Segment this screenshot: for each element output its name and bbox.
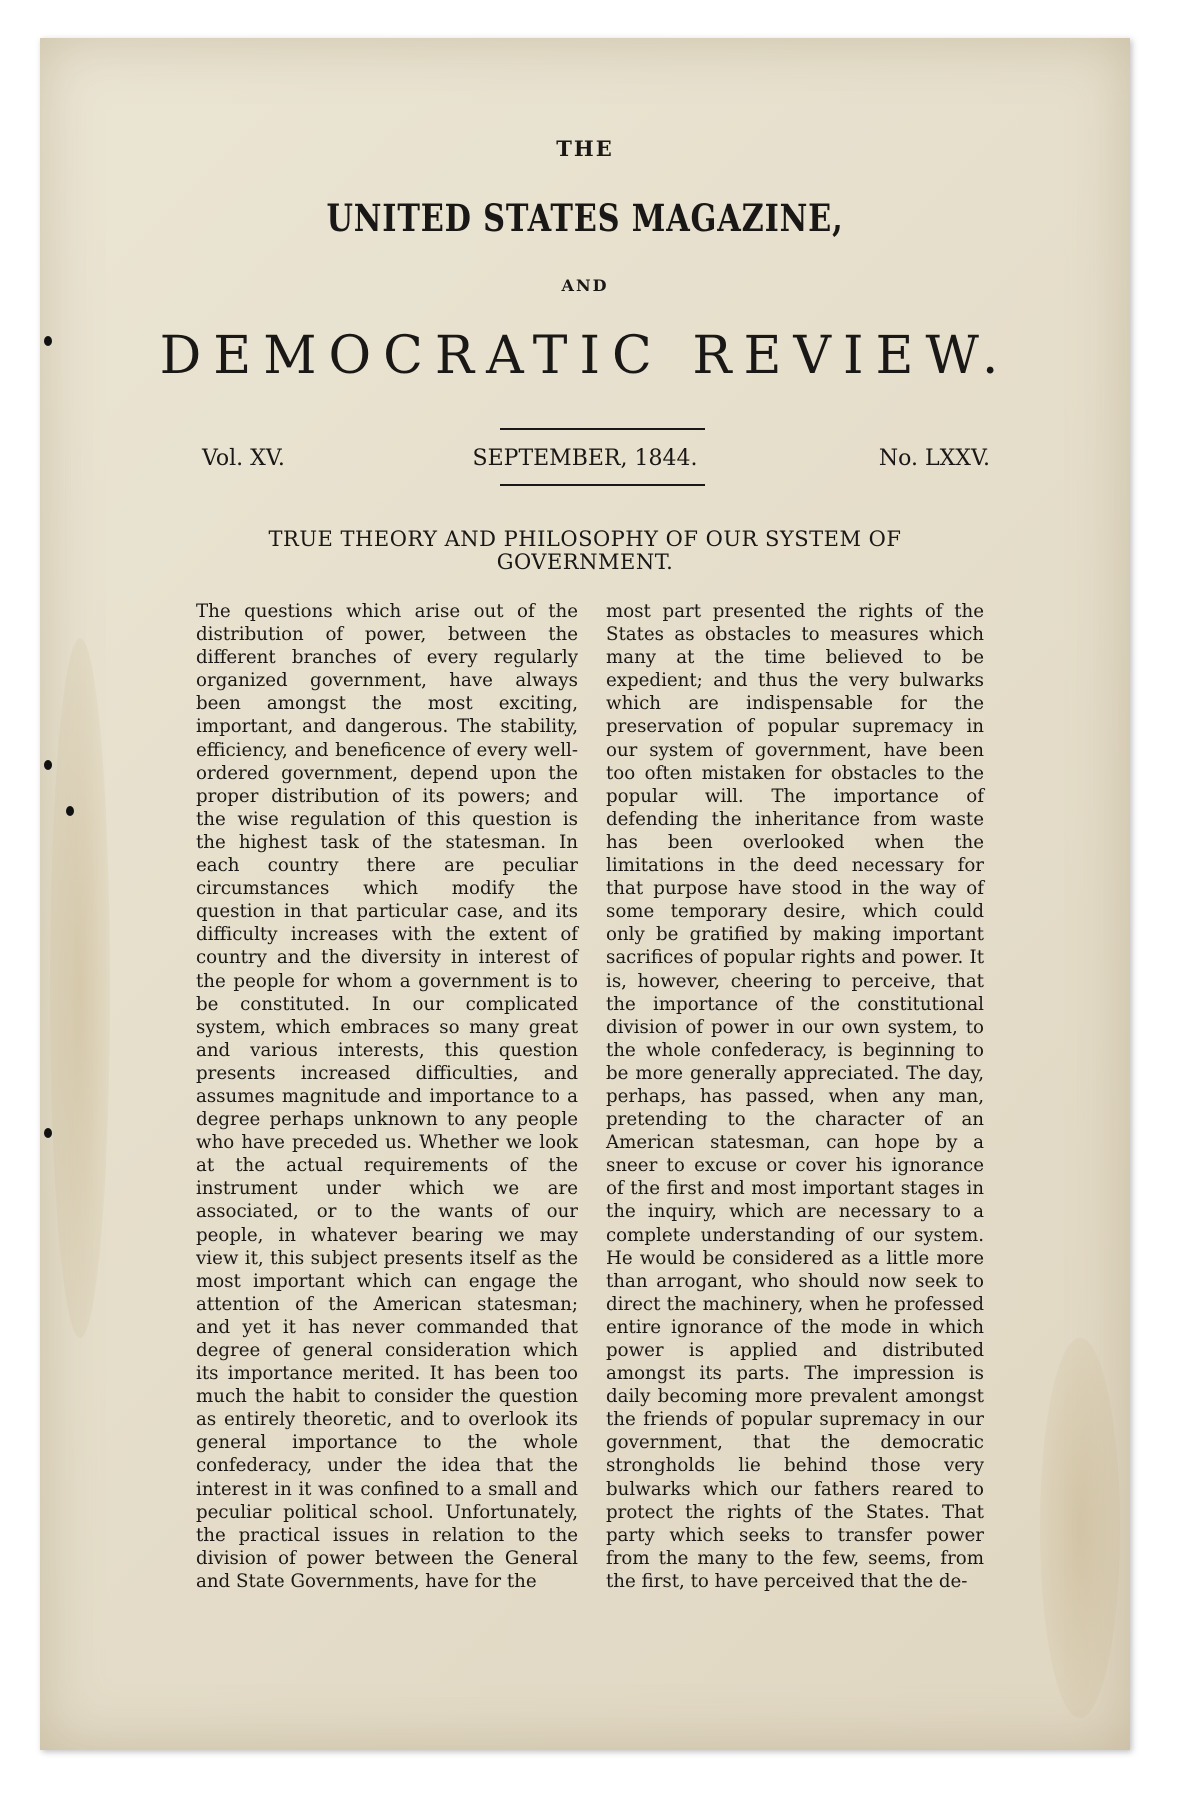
magazine-subtitle: DEMOCRATIC REVIEW. [159, 326, 1011, 386]
issue-date: SEPTEMBER, 1844. [472, 446, 698, 471]
edge-stain [1040, 1338, 1120, 1718]
binding-hole [66, 806, 74, 816]
binding-hole [44, 1128, 52, 1138]
bottom-rule [500, 484, 705, 486]
article-title: TRUE THEORY AND PHILOSOPHY OF OUR SYSTEM OF GOVERNMENT. [268, 527, 902, 574]
volume-number: Vol. XV. [202, 446, 285, 471]
binding-hole [44, 760, 52, 770]
article-column-left [196, 600, 578, 1593]
magazine-title: UNITED STATES MAGAZINE, [326, 196, 844, 240]
magazine-page [40, 38, 1130, 1750]
article-column-right [606, 600, 984, 1593]
masthead-the: THE [556, 136, 614, 161]
edge-stain [50, 638, 110, 1338]
article-text-right: most part presented the rights of the States as obstacles to measures which many at the time believed to be expedient; and thus the very bulwarks which are indispensable for the preservation of popular supremacy in our system of government, have been too often mistaken for obstacles to the popular will. The importance of defending the inheritance from waste has been overlooked when the limitations in the deed necessary for that purpose have stood in the way of some temporary desire, which could only be gratified by making important sacrifices of popular rights and power. It is, however, cheering to perceive, that the importance of the constitutional division of power in our own system, to the whole confederacy, is beginning to be more generally appreciated. The day, perhaps, has passed, when any man, pretending to the character of an American statesman, can hope by a sneer to excuse or cover his ignorance of the first and most important stages in the inquiry, which are necessary to a complete understanding of our system. He would be considered as a little more than arrogant, who should now seek to direct the machinery, when he professed entire ignorance of the mode in which power is applied and distributed amongst its parts. The impression is daily becoming more prevalent amongst the friends of popular supremacy in our government, that the democratic strongholds lie behind those very bulwarks which our fathers reared to protect the rights of the States. That party which seeks to transfer power from the many to the few, seems, from the first, to have perceived that the de- [606, 601, 984, 1592]
issue-number: No. LXXV. [878, 446, 990, 471]
article-text-left: The questions which arise out of the distribution of power, between the different branches of every regularly organized government, have always been amongst the most exciting, important, and dangerous. The stability, efficiency, and beneficence of every well-ordered government, depend upon the proper distribution of its powers; and the wise regulation of this question is the highest task of the statesman. In each country there are peculiar circumstances which modify the question in that particular case, and its difficulty increases with the extent of country and the diversity in interest of the people for whom a government is to be constituted. In our complicated system, which embraces so many great and various interests, this question presents increased difficulties, and assumes magnitude and importance to a degree perhaps unknown to any people who have preceded us. Whether we look at the actual requirements of the instrument under which we are associated, or to the wants of our people, in whatever bearing we may view it, this subject presents itself as the most important which can engage the attention of the American statesman; and yet it has never commanded that degree of general consideration which its importance merited. It has been too much the habit to consider the question as entirely theoretic, and to overlook its general importance to the whole confederacy, under the idea that the interest in it was confined to a small and peculiar political school. Unfortunately, the practical issues in relation to the division of power between the General and State Governments, have for the [196, 601, 578, 1592]
masthead-and: AND [561, 276, 609, 295]
issue-line [40, 438, 1130, 478]
top-rule [500, 428, 705, 430]
